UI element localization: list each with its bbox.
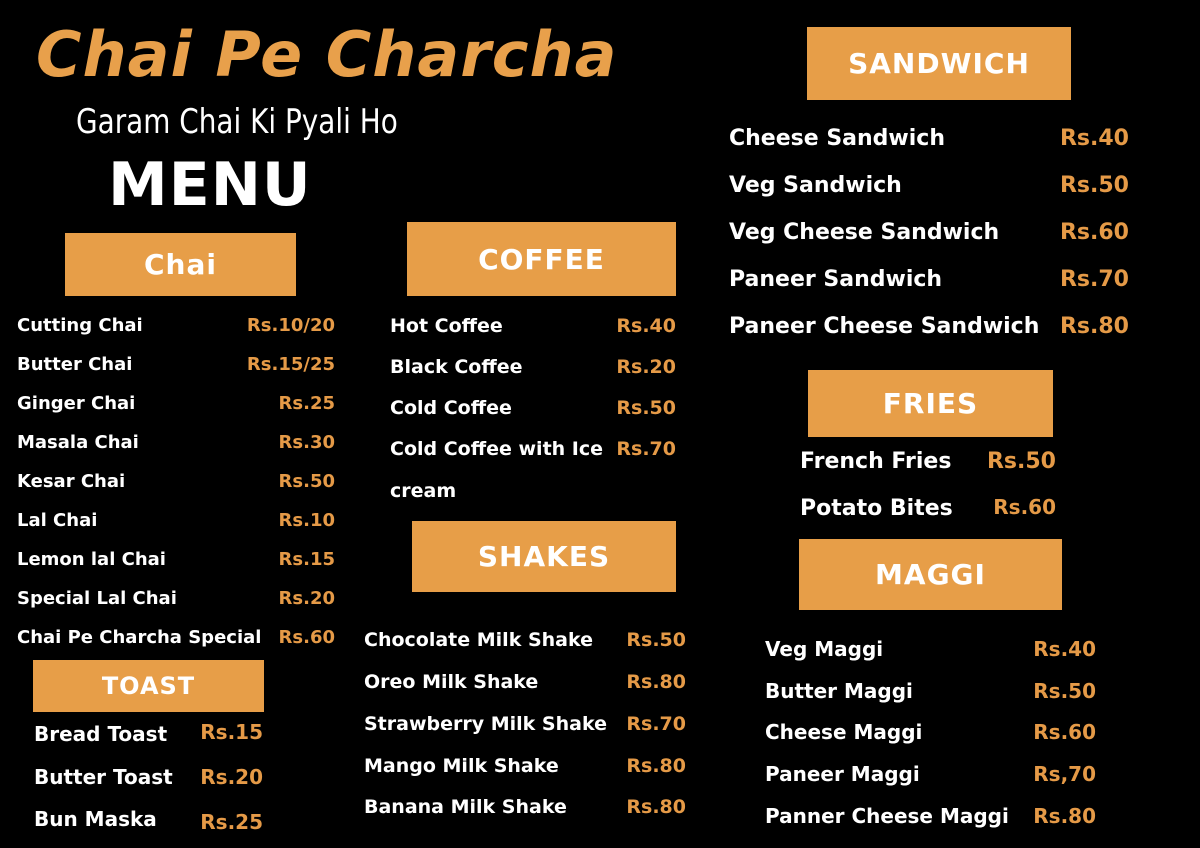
section-header-coffee: COFFEE — [407, 222, 676, 296]
menu-item-name: Bread Toast — [34, 722, 168, 746]
menu-item-price: Rs.40 — [1033, 637, 1096, 661]
menu-item-name: Cold Coffee — [390, 397, 512, 419]
menu-item-price: Rs.80 — [1033, 804, 1096, 828]
menu-item-name-continued: cream — [390, 480, 457, 502]
section-header-chai: Chai — [65, 233, 296, 296]
menu-item-name: Lal Chai — [17, 510, 98, 531]
menu-item-price: Rs.70 — [1059, 267, 1129, 292]
menu-item-name: Panner Cheese Maggi — [765, 804, 1009, 828]
menu-item-price: Rs.25 — [278, 393, 335, 414]
section-header-sandwich: SANDWICH — [807, 27, 1071, 100]
menu-item-name: Cold Coffee with Ice — [390, 438, 604, 460]
menu-item-price: Rs.15/25 — [246, 354, 335, 375]
section-header-maggi: MAGGI — [799, 539, 1062, 610]
menu-item-name: Banana Milk Shake — [364, 796, 567, 818]
menu-item-price: Rs.50 — [278, 471, 335, 492]
menu-item-price: Rs.80 — [626, 671, 686, 693]
menu-item-price: Rs.40 — [616, 315, 676, 337]
menu-item-name: Hot Coffee — [390, 315, 503, 337]
menu-item-price: Rs.60 — [993, 495, 1056, 519]
menu-item-name: Lemon lal Chai — [17, 549, 166, 570]
menu-item-name: Paneer Cheese Sandwich — [729, 314, 1040, 339]
menu-item-name: Black Coffee — [390, 356, 523, 378]
menu-item-name: Chocolate Milk Shake — [364, 629, 593, 651]
menu-item-name: Mango Milk Shake — [364, 755, 559, 777]
menu-item-price: Rs.20 — [200, 765, 263, 789]
menu-item-name: Cheese Maggi — [765, 720, 923, 744]
menu-item-name: Butter Maggi — [765, 679, 913, 703]
menu-item-price: Rs.80 — [626, 755, 686, 777]
section-header-shakes: SHAKES — [412, 521, 676, 592]
menu-item-name: Chai Pe Charcha Special — [17, 627, 262, 648]
menu-item-name: Masala Chai — [17, 432, 139, 453]
menu-item-price: Rs.60 — [1033, 720, 1096, 744]
menu-item-price: Rs.20 — [278, 588, 335, 609]
menu-item-price: Rs.50 — [986, 449, 1056, 474]
menu-item-name: Oreo Milk Shake — [364, 671, 539, 693]
menu-item-name: Veg Maggi — [765, 637, 884, 661]
menu-item-name: Potato Bites — [800, 496, 953, 521]
menu-item-price: Rs.60 — [1059, 220, 1129, 245]
menu-item-price: Rs.70 — [616, 438, 676, 460]
menu-item-price: Rs.20 — [616, 356, 676, 378]
menu-item-price: Rs.40 — [1059, 126, 1129, 151]
menu-item-name: Veg Sandwich — [729, 173, 902, 198]
menu-item-price: Rs.30 — [278, 432, 335, 453]
section-header-fries: FRIES — [808, 370, 1053, 437]
menu-item-name: French Fries — [800, 449, 952, 474]
menu-item-price: Rs.10 — [278, 510, 335, 531]
menu-item-price: Rs.50 — [1033, 679, 1096, 703]
menu-item-name: Veg Cheese Sandwich — [729, 220, 1000, 245]
menu-item-name: Bun Maska — [34, 807, 157, 831]
menu-item-name: Cutting Chai — [17, 315, 143, 336]
menu-heading: MENU — [108, 150, 312, 220]
menu-item-price: Rs.10/20 — [246, 315, 335, 336]
cafe-tagline: Garam Chai Ki Pyali Ho — [76, 102, 398, 142]
menu-item-name: Ginger Chai — [17, 393, 136, 414]
menu-item-name: Kesar Chai — [17, 471, 126, 492]
menu-item-name: Special Lal Chai — [17, 588, 177, 609]
menu-item-name: Butter Chai — [17, 354, 133, 375]
menu-item-name: Butter Toast — [34, 765, 173, 789]
menu-item-price: Rs,70 — [1033, 762, 1096, 786]
menu-item-price: Rs.80 — [1059, 314, 1129, 339]
menu-item-price: Rs.50 — [616, 397, 676, 419]
menu-item-price: Rs.50 — [1059, 173, 1129, 198]
menu-item-name: Paneer Maggi — [765, 762, 920, 786]
menu-item-price: Rs.15 — [200, 720, 263, 744]
menu-item-price: Rs.50 — [626, 629, 686, 651]
menu-item-price: Rs.15 — [278, 549, 335, 570]
menu-item-price: Rs.25 — [200, 810, 263, 834]
menu-item-price: Rs.60 — [278, 627, 335, 648]
menu-item-name: Paneer Sandwich — [729, 267, 943, 292]
menu-item-price: Rs.80 — [626, 796, 686, 818]
section-header-toast: TOAST — [33, 660, 264, 712]
menu-item-price: Rs.70 — [626, 713, 686, 735]
menu-item-name: Strawberry Milk Shake — [364, 713, 607, 735]
menu-item-name: Cheese Sandwich — [729, 126, 945, 151]
cafe-title: Chai Pe Charcha — [36, 18, 618, 91]
